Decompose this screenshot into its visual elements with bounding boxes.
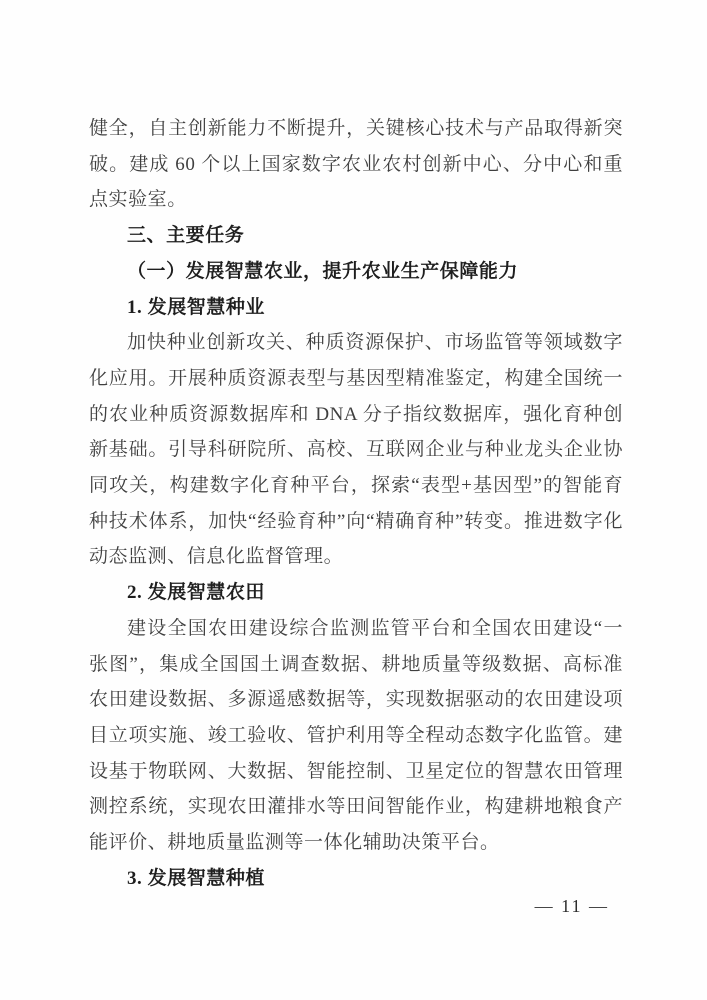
subsection-heading-smart-agriculture: （一）发展智慧农业，提升农业生产保障能力	[127, 260, 519, 282]
section-heading-main-tasks: 三、主要任务	[127, 225, 245, 247]
page-number: — 11 —	[534, 896, 609, 916]
item-heading-smart-seed-industry: 1. 发展智慧种业	[127, 296, 265, 318]
document-body	[89, 111, 623, 896]
continuation-paragraph: 健全，自主创新能力不断提升，关键核心技术与产品取得新突破。建成 60 个以上国家数字农业农村创新中心、分中心和重点实验室。	[89, 118, 623, 211]
item-heading-smart-planting: 3. 发展智慧种植	[127, 867, 265, 889]
item-body-smart-seed-industry: 加快种业创新攻关、种质资源保护、市场监管等领域数字化应用。开展种质资源表型与基因型精准鉴定，构建全国统一的农业种质资源数据库和 DNA 分子指纹数据库，强化育种创新基础。引导科研院所、高校、互联网企业与种业龙头企业协同攻关，构建数字化育种平台，探索“表型+基因型”的智能育种技术体系，加快“经验育种”向“精确育种”转变。推进数字化动态监测、信息化监督管理。	[89, 332, 623, 568]
item-heading-smart-farmland: 2. 发展智慧农田	[127, 582, 265, 604]
item-body-smart-farmland: 建设全国农田建设综合监测监管平台和全国农田建设“一张图”，集成全国国土调查数据、耕地质量等级数据、高标准农田建设数据、多源遥感数据等，实现数据驱动的农田建设项目立项实施、竣工验收、管护利用等全程动态数字化监管。建设基于物联网、大数据、智能控制、卫星定位的智慧农田管理测控系统，实现农田灌排水等田间智能作业，构建耕地粮食产能评价、耕地质量监测等一体化辅助决策平台。	[89, 617, 623, 854]
